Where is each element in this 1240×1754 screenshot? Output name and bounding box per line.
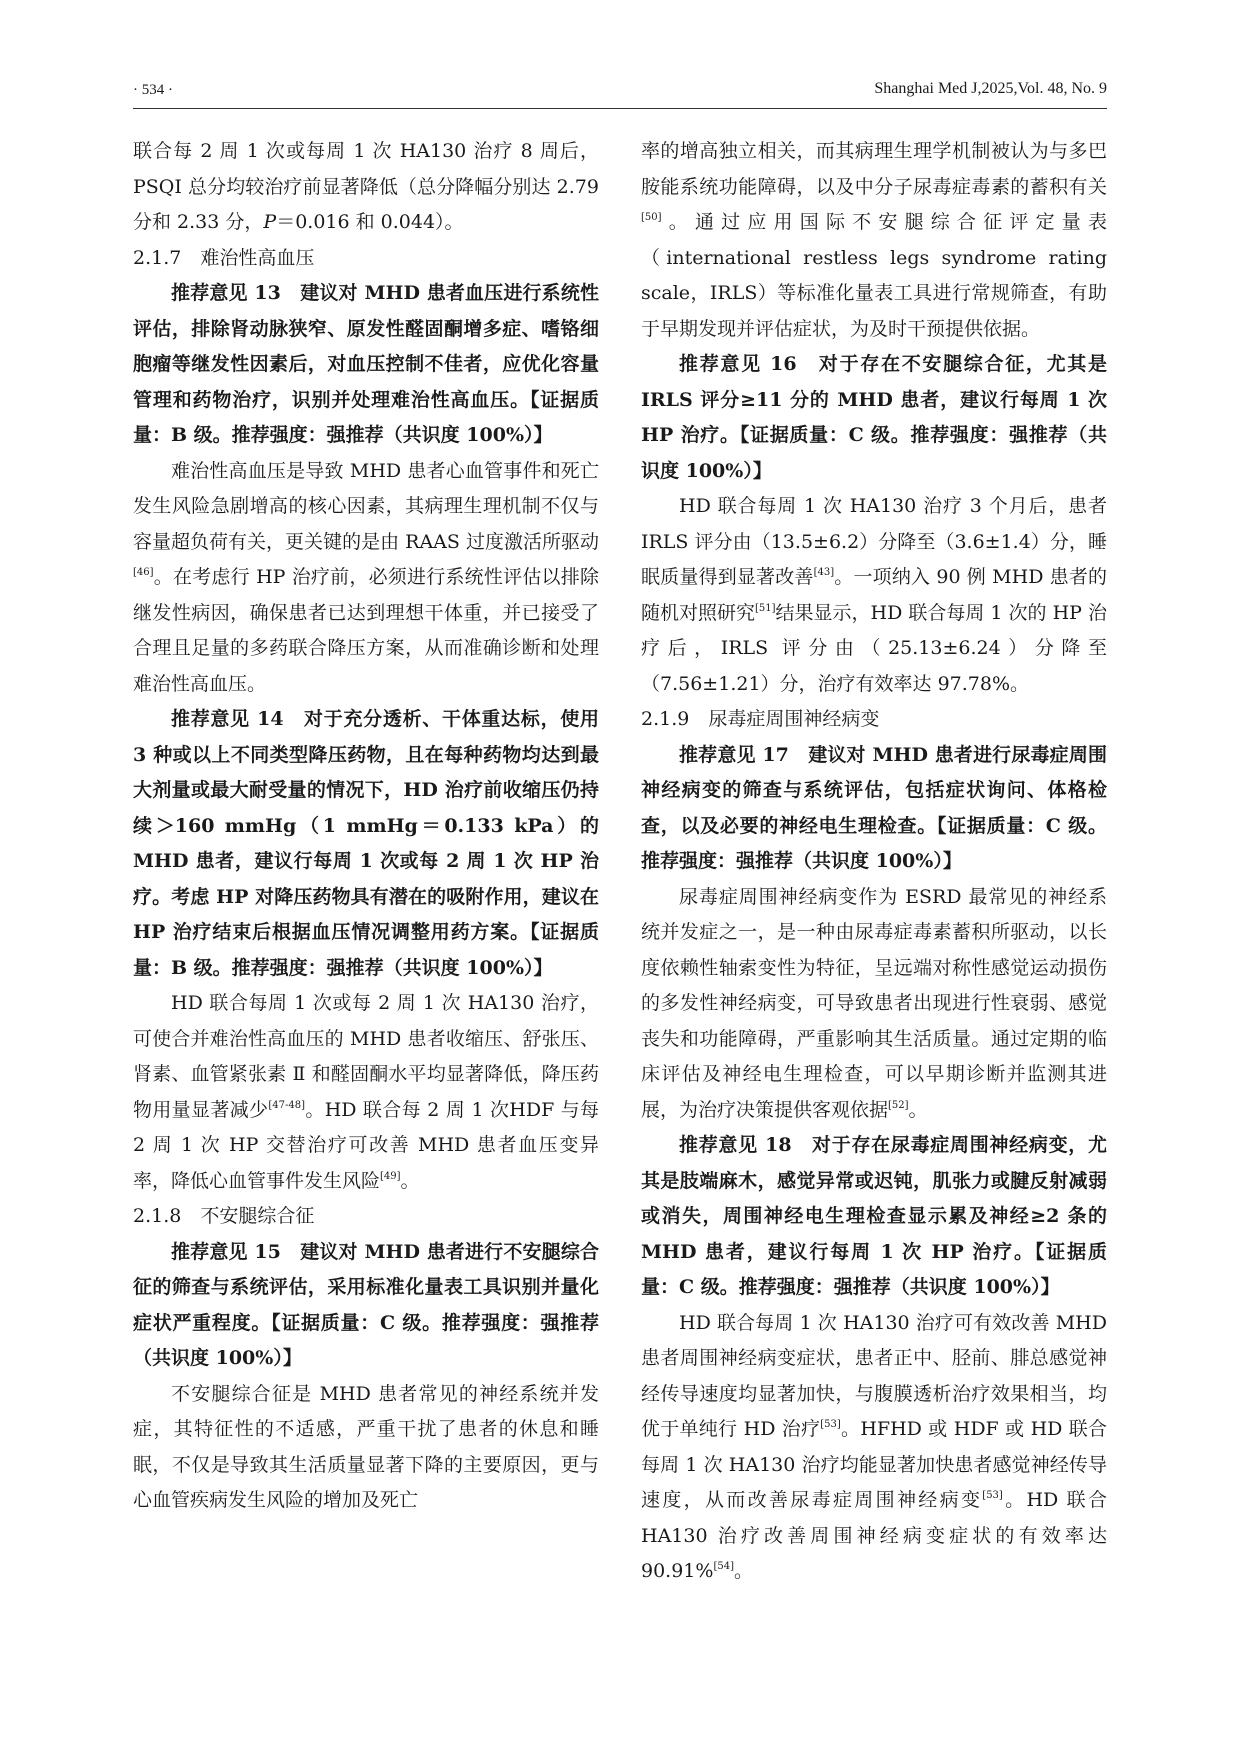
body-paragraph <box>641 489 1107 702</box>
citation-ref: [52] <box>888 1099 909 1111</box>
text-run: 。HD 联合 HA130 治疗改善周围神经病变症状的有效率达 90.91% <box>641 1489 1107 1582</box>
running-header <box>133 80 1107 109</box>
text-run: 尿毒症周围神经病变作为 ESRD 最常见的神经系统并发症之一，是一种由尿毒症毒素蓄积所驱动，以长度依赖性轴索变性为特征，呈远端对称性感觉运动损伤的多发性神经病变，可导致患者出现进行性衰弱、感觉丧失和功能障碍，严重影响其生活质量。通过定期的临床评估及神经电生理检查，可以早期诊断并监测其进展，为治疗决策提供客观依据 <box>641 885 1107 1121</box>
body-paragraph <box>133 986 599 1199</box>
recommendation-text: 推荐意见 16 对于存在不安腿综合征，尤其是 IRLS 评分≥11 分的 MHD 患者，建议行每周 1 次 HP 治疗。【证据质量：C 级。推荐强度：强推荐（共识度 100%）】 <box>641 353 1107 482</box>
body-paragraph <box>641 1306 1107 1590</box>
recommendation-paragraph <box>133 702 599 986</box>
journal-citation: Shanghai Med J,2025,Vol. 48, No. 9 <box>874 80 1107 97</box>
text-run: 难治性高血压是导致 MHD 患者心血管事件和死亡发生风险急剧增高的核心因素，其病理生理机制不仅与容量超负荷有关，更关键的是由 RAAS 过度激活所驱动 <box>133 459 599 553</box>
text-run: HD 联合每周 1 次 HA130 治疗可有效改善 MHD 患者周围神经病变症状，患者正中、胫前、腓总感觉神经传导速度均显著加快，与腹膜透析治疗效果相当，均优于单纯行 HD 治疗 <box>641 1311 1107 1440</box>
citation-ref: [54] <box>713 1561 734 1572</box>
section-heading <box>133 1199 599 1235</box>
text-run: 结果显示，HD 联合每周 1 次的 HP 治疗后，IRLS 评分由（25.13±6.24）分降至（7.56±1.21）分，治疗有效率达 97.78%。 <box>641 601 1107 695</box>
text-run: 不安腿综合征是 MHD 患者常见的神经系统并发症，其特征性的不适感，严重干扰了患者的休息和睡眠，不仅是导致其生活质量显著下降的主要原因，更与心血管疾病发生风险的增加及死亡 <box>133 1382 599 1511</box>
recommendation-text: 推荐意见 15 建议对 MHD 患者进行不安腿综合征的筛查与系统评估，采用标准化量表工具识别并量化症状严重程度。【证据质量：C 级。推荐强度：强推荐（共识度 100%）】 <box>133 1240 599 1369</box>
text-run: 联合每 2 周 1 次或每周 1 次 HA130 治疗 8 周后，PSQI 总分均较治疗前显著降低（总分降幅分别达 2.79 分和 2.33 分， <box>133 140 599 233</box>
citation-ref: [43] <box>813 567 835 578</box>
recommendation-text: 推荐意见 14 对于充分透析、干体重达标，使用 3 种或以上不同类型降压药物，且在每种药物均达到最大剂量或最大耐受量的情况下，HD 治疗前收缩压仍持续＞160 mmHg（1 mmHg＝0.133 kPa）的 MHD 患者，建议行每周 1 次或每 2 周 1 次 HP 治疗。考虑 HP 对降压药物具有潜在的吸附作用，建议在 HP 治疗结束后根据血压情况调整用药方案。【证据质量：B 级。推荐强度：强推荐（共识度 100%）】 <box>133 708 599 979</box>
text-run: 。一项纳入 90 例 MHD 患者的随机对照研究 <box>641 566 1107 624</box>
recommendation-paragraph <box>641 738 1107 880</box>
text-run: 。 <box>400 1169 420 1192</box>
italic-symbol: P <box>263 211 277 233</box>
text-run: HD 联合每周 1 次或每 2 周 1 次 HA130 治疗，可使合并难治性高血压的 MHD 患者收缩压、舒张压、肾素、血管紧张素 Ⅱ 和醛固酮水平均显著降低，降压药物用量显著减少 <box>133 992 599 1121</box>
body-paragraph <box>641 134 1107 347</box>
section-heading <box>133 241 599 277</box>
text-run: 。 <box>908 1098 928 1121</box>
body-paragraph <box>133 1377 599 1519</box>
recommendation-paragraph <box>133 1235 599 1377</box>
recommendation-paragraph <box>133 276 599 454</box>
recommendation-text: 推荐意见 13 建议对 MHD 患者血压进行系统性评估，排除肾动脉狭窄、原发性醛固酮增多症、嗜铬细胞瘤等继发性因素后，对血压控制不佳者，应优化容量管理和药物治疗，识别并处理难治性高血压。【证据质量：B 级。推荐强度：强推荐（共识度 100%）】 <box>133 282 599 446</box>
left-column <box>133 134 599 1519</box>
page-number: · 534 · <box>133 82 173 98</box>
body-paragraph <box>133 454 599 703</box>
section-heading <box>641 702 1107 738</box>
section-number: 2.1.9 <box>641 708 690 730</box>
body-paragraph <box>641 880 1107 1129</box>
citation-ref: [50] <box>641 212 662 223</box>
text-run: 。在考虑行 HP 治疗前，必须进行系统性评估以排除继发性病因，确保患者已达到理想干体重，并已接受了合理且足量的多药联合降压方案，从而准确诊断和处理难治性高血压。 <box>133 566 599 695</box>
recommendation-paragraph <box>641 347 1107 489</box>
text-run: 。 <box>733 1560 753 1582</box>
body-paragraph <box>133 134 599 241</box>
text-run: 率的增高独立相关，而其病理生理学机制被认为与多巴胺能系统功能障碍，以及中分子尿毒症毒素的蓄积有关 <box>641 140 1107 198</box>
citation-ref: [49] <box>380 1170 401 1182</box>
section-title: 难治性高血压 <box>200 246 315 269</box>
citation-ref: [53] <box>982 1490 1003 1501</box>
section-number: 2.1.7 <box>133 246 182 269</box>
citation-ref: [51] <box>755 602 776 614</box>
text-run: 。通过应用国际不安腿综合征评定量表（international restless legs syndrome rating scale，IRLS）等标准化量表工具进行常规筛查，有助于早期发现并评估症状，为及时干预提供依据。 <box>641 211 1107 340</box>
section-title: 尿毒症周围神经病变 <box>708 708 880 730</box>
text-run: 。HFHD 或 HDF 或 HD 联合每周 1 次 HA130 治疗均能显著加快患者感觉神经传导速度，从而改善尿毒症周围神经病变 <box>641 1418 1107 1511</box>
text-run: 。HD 联合每 2 周 1 次HDF 与每 2 周 1 次 HP 交替治疗可改善 MHD 患者血压变异率，降低心血管事件发生风险 <box>133 1098 599 1192</box>
citation-ref: [46] <box>133 567 154 578</box>
right-column <box>641 134 1107 1590</box>
text-run: HD 联合每周 1 次 HA130 治疗 3 个月后，患者 IRLS 评分由（13.5±6.2）分降至（3.6±1.4）分，睡眠质量得到显著改善 <box>641 495 1107 588</box>
section-title: 不安腿综合征 <box>200 1205 315 1227</box>
citation-ref: [53] <box>820 1419 841 1430</box>
citation-ref: [47-48] <box>268 1099 306 1111</box>
recommendation-text: 推荐意见 17 建议对 MHD 患者进行尿毒症周围神经病变的筛查与系统评估，包括症状询问、体格检查，以及必要的神经电生理检查。【证据质量：C 级。推荐强度：强推荐（共识度 100%）】 <box>641 743 1107 872</box>
text-run: ＝0.016 和 0.044）。 <box>276 211 464 233</box>
recommendation-paragraph <box>641 1128 1107 1306</box>
section-number: 2.1.8 <box>133 1205 182 1227</box>
recommendation-text: 推荐意见 18 对于存在尿毒症周围神经病变，尤其是肢端麻木，感觉异常或迟钝，肌张力或腱反射减弱或消失，周围神经电生理检查显示累及神经≥2 条的 MHD 患者，建议行每周 1 次 HP 治疗。【证据质量：C 级。推荐强度：强推荐（共识度 100%）】 <box>641 1134 1107 1298</box>
